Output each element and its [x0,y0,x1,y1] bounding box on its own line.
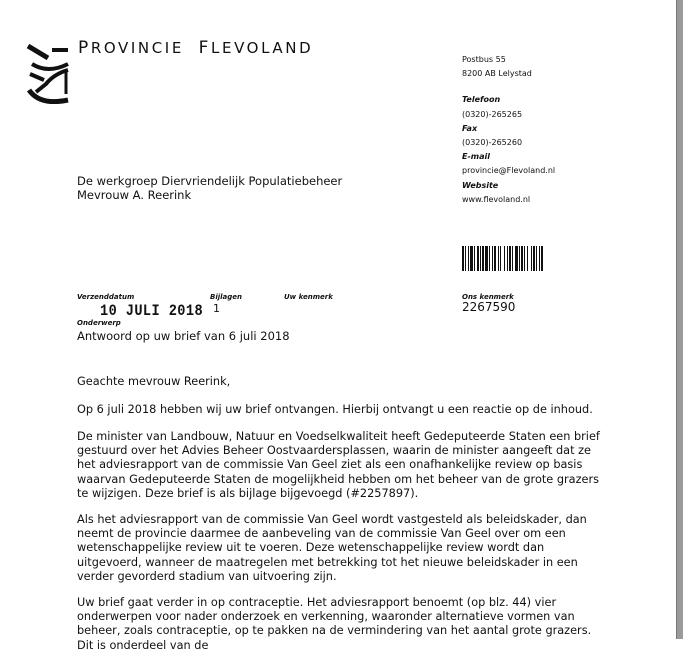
barcode-bar [507,246,508,271]
barcode-bar [533,246,535,271]
fax-label: Fax [462,123,478,133]
barcode [462,246,586,271]
barcode-bar [541,246,543,271]
paragraph-1: Op 6 juli 2018 hebben wij uw brief ontvangen. Hierbij ontvangt u een reactie op de inhoud. [77,403,593,416]
barcode-bar [480,246,481,271]
barcode-bar [468,246,469,271]
recipient-line-1: De werkgroep Diervriendelijk Populatiebeheer [77,174,343,188]
salutation: Geachte mevrouw Reerink, [77,375,231,388]
address-line-1: Postbus 55 [462,55,506,64]
barcode-bar [500,246,501,271]
barcode-bar [470,246,473,271]
subject-label: Onderwerp [77,319,121,327]
barcode-bar [509,246,511,271]
barcode-bar [536,246,537,271]
our-ref-value: 2267590 [462,300,516,314]
fax-value: (0320)-265260 [462,138,523,148]
paragraph-3: Als het adviesrapport van de commissie Van Geel wordt vastgesteld als beleidskader, dan neemt de provincie daarmee de aanbeveling van de commissie Van Geel over om een wetenschappelijke review uit te voeren. Deze wetenschappelijke review wordt dan uitgevoerd, wanneer de maatregelen met betrekking tot het nieuwe beleidskader in een verder gevorderd stadium van uitvoering zijn. [77,513,587,583]
barcode-bar [527,246,528,271]
website-value[interactable]: www.flevoland.nl [462,194,531,204]
barcode-bar [489,246,490,271]
organization-name: PROVINCIE FLEVOLAND [78,38,314,58]
barcode-bar [539,246,540,271]
barcode-bar [492,246,493,271]
sent-date-stamp: 10 JULI 2018 [100,302,204,320]
email-value[interactable]: provincie@Flevoland.nl [462,166,556,176]
barcode-bar [498,246,499,271]
barcode-bar [474,246,475,271]
barcode-bar [462,246,464,271]
barcode-bar [515,246,518,271]
paragraph-4: Uw brief gaat verder in op contraceptie. Het adviesrapport benoemt (op blz. 44) vier onderwerpen voor nader onderzoek en verkenning, waaronder alternatieve vormen van beheer, zoals contraceptie, op te pakken na de vermindering van het aantal grote grazers. Dit is onderdeel van de [77,596,592,652]
barcode-bar [512,246,513,271]
barcode-bar [521,246,523,271]
our-ref-label: Ons kenmerk [462,293,514,301]
recipient-block [77,174,342,202]
recipient-line-2: Mevrouw A. Reerink [77,188,192,202]
website-label: Website [462,180,499,190]
sent-date-label: Verzenddatum [77,293,135,301]
paragraph-2: De minister van Landbouw, Natuur en Voedselkwaliteit heeft Gedeputeerde Staten een brief gestuurd over het Advies Beheer Oostvaardersplassen, waarin de minister aangeeft dat ze het adviesrapport van de commissie Van Geel ziet als een onafhankelijke review op basis waarvan Gedeputeerde Staten de mogelijkheid hebben om het beheer van de grote grazers te wijzigen. Deze brief is als bijlage bijgevoegd (#2257897). [77,430,600,500]
barcode-bar [482,246,484,271]
barcode-bar [477,246,479,271]
barcode-bar [519,246,520,271]
barcode-bar [531,246,532,271]
your-ref-label: Uw kenmerk [284,293,333,301]
barcode-bar [494,246,496,271]
subject-value: Antwoord op uw brief van 6 juli 2018 [77,329,290,343]
barcode-bar [485,246,488,271]
attachments-label: Bijlagen [210,293,242,301]
barcode-bar [465,246,466,271]
address-line-2: 8200 AB Lelystad [462,69,532,79]
phone-label: Telefoon [462,95,501,105]
page-edge-scrollbar[interactable] [676,0,683,639]
attachments-value: 1 [213,302,220,315]
contact-block [462,53,555,207]
barcode-bar [504,246,505,271]
phone-value: (0320)-265265 [462,109,523,119]
email-label: E-mail [462,152,491,162]
barcode-bar [524,246,525,271]
flevoland-logo-icon [26,44,70,104]
